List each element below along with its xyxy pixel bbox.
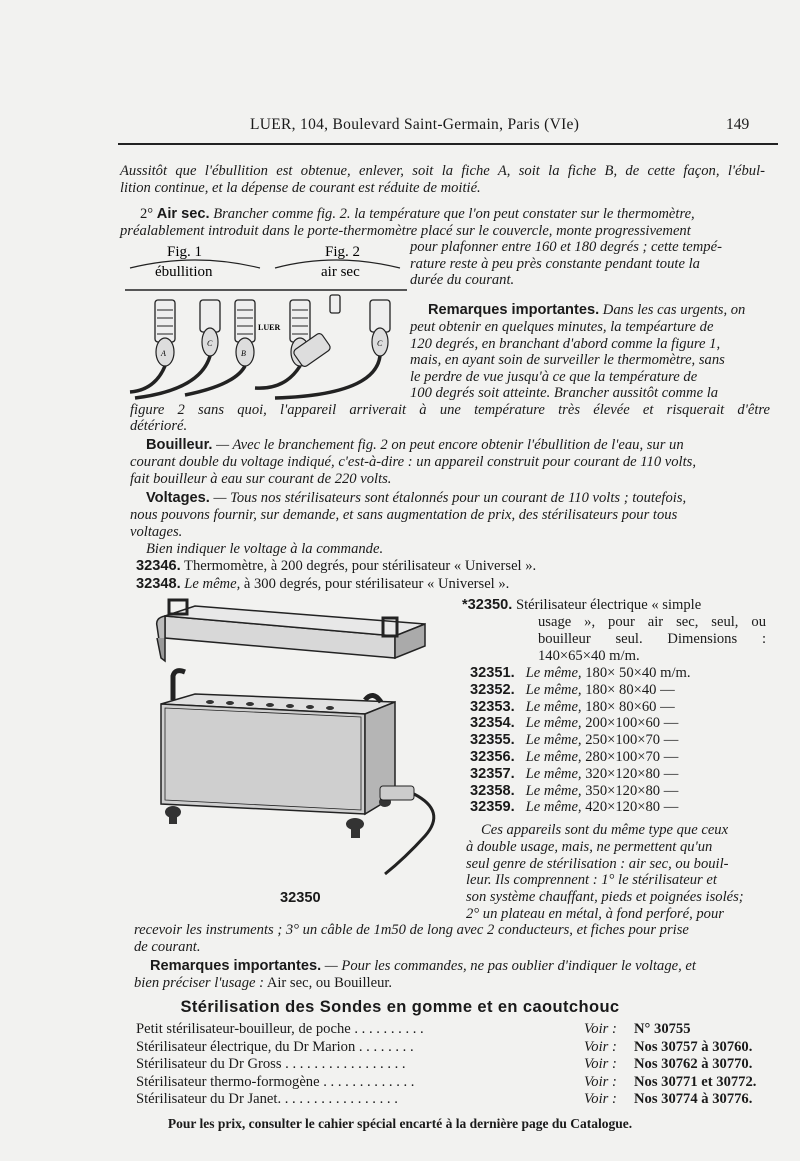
sondes-ref: Nos 30762 à 30770. — [634, 1056, 753, 1072]
catalog-suffix: — — [660, 698, 675, 715]
sondes-ref: Nos 30757 à 30760. — [634, 1038, 753, 1055]
sondes-voir: Voir : — [584, 1091, 617, 1107]
catalog-label: Le même, — [525, 698, 582, 715]
main-item-line-2: usage », pour air sec, seul, ou — [538, 614, 766, 630]
sondes-row — [136, 1056, 753, 1073]
main-item-line-3: bouilleur seul. Dimensions : — [538, 631, 766, 647]
fig1-label: Fig. 1 — [167, 244, 203, 260]
catalog-label: Le même, — [525, 681, 582, 698]
sondes-voir: Voir : — [584, 1056, 617, 1072]
catalog-number: 32351. — [470, 665, 515, 681]
page-number: 149 — [726, 116, 750, 133]
remarques2-line2-rest: Air sec, ou Bouilleur. — [263, 975, 393, 991]
remarques2-line-2 — [134, 975, 392, 992]
catalog-row — [470, 766, 755, 783]
catalog-number: 32354. — [470, 715, 515, 732]
remarques2-first — [150, 958, 696, 975]
sondes-voir: Voir : — [584, 1038, 617, 1055]
sondes-ref: Nos 30774 à 30776. — [634, 1091, 753, 1107]
remarques2-line2-it: bien préciser l'usage : — [134, 975, 264, 991]
catalog-row — [470, 715, 755, 732]
catalog-row — [470, 732, 755, 749]
bouilleur-first-rest: — Avec le branchement fig. 2 on peut encore obtenir l'ébullition de l'eau, sur un — [216, 437, 684, 453]
intro-line-1: Aussitôt que l'ébullition est obtenue, enlever, soit la fiche A, soit la fiche B, de cette façon, l'ébul- — [120, 163, 765, 179]
header-rule — [118, 143, 778, 145]
remarques1-side-3: mais, en ayant soin de surveiller le thermomètre, sans — [410, 352, 725, 368]
remarques1-side-4: le perdre de vue jusqu'à ce que la température de — [410, 369, 698, 385]
main-item-text-1: Stérilisateur électrique « simple — [515, 597, 702, 613]
catalog-row — [470, 749, 755, 766]
description-side-5: son système chauffant, pieds et poignées isolés; — [466, 889, 744, 905]
catalog-suffix: — — [663, 765, 679, 782]
intro-line-2: lition continue, et la dépense de courant est réduite de moitié. — [120, 180, 481, 196]
catalog-dims: 420×120×80 — [585, 799, 661, 816]
catalog-suffix: — — [663, 732, 679, 749]
thermometre-32348 — [136, 576, 509, 593]
air-sec-label: Air sec. — [156, 206, 210, 222]
remarques1-full-2: détérioré. — [130, 418, 188, 434]
sterilizer-illustration — [135, 596, 455, 878]
description-side-2: à double usage, mais, ne permettent qu'un — [466, 839, 713, 855]
thermometre-32346 — [136, 558, 536, 575]
catalog-row — [470, 783, 755, 800]
catalog-dims: 180× 50×40 — [585, 665, 657, 681]
catalog-dims: 320×120×80 — [585, 765, 661, 782]
catalog-row — [470, 665, 755, 682]
air-sec-line-1 — [140, 206, 695, 223]
sondes-label: Stérilisateur thermo-formogène . . . . . . . . . . . . . — [136, 1073, 415, 1090]
air-sec-side-1: pour plafonner entre 160 et 180 degrés ; cette tempé- — [410, 239, 722, 255]
catalog-suffix: m/m. — [660, 665, 691, 681]
main-item-line-4: 140×65×40 m/m. — [538, 648, 640, 664]
catalog-label: Le même, — [525, 799, 582, 816]
air-sec-side-3: durée du courant. — [410, 272, 515, 288]
sondes-label: Petit stérilisateur-bouilleur, de poche . . . . . . . . . . — [136, 1021, 424, 1037]
remarques1-side-5: 100 degrés soit atteinte. Brancher aussitôt comme la — [410, 385, 719, 401]
product-figure-caption: 32350 — [280, 890, 321, 906]
catalog-row — [470, 799, 755, 816]
catalog-suffix: — — [660, 681, 675, 698]
sondes-ref: Nos 30771 et 30772. — [634, 1073, 757, 1090]
main-item-line-1 — [462, 597, 701, 614]
item-text: Thermomètre, à 200 degrés, pour stérilisateur « Universel ». — [184, 558, 537, 574]
sondes-label: Stérilisateur du Dr Gross . . . . . . . . . . . . . . . . . — [136, 1056, 406, 1072]
plug-letter-a1: A — [161, 349, 166, 358]
air-sec-text: Brancher comme fig. 2. la température que l'on peut constater sur le thermomètre, — [213, 206, 695, 222]
catalog-suffix: — — [663, 799, 679, 816]
fig2-label: Fig. 2 — [325, 244, 361, 260]
catalog-label: Le même, — [525, 765, 582, 782]
sondes-row — [136, 1038, 753, 1056]
air-sec-side-2: rature reste à peu près constante pendant toute la — [410, 256, 700, 272]
catalog-row — [470, 682, 755, 699]
bouilleur-first — [146, 437, 684, 454]
catalog-number: 32355. — [470, 732, 515, 749]
catalog-dims: 280×100×70 — [585, 749, 661, 765]
catalog-row — [470, 699, 755, 716]
sondes-label: Stérilisateur du Dr Janet. . . . . . . . . . . . . . . . . — [136, 1091, 398, 1107]
plug-letter-b: B — [241, 349, 246, 358]
plug-brand: LUER — [258, 323, 281, 332]
catalog-dims: 180× 80×40 — [585, 681, 657, 698]
description-side-6: 2° un plateau en métal, à fond perforé, pour — [466, 906, 724, 922]
catalog-number: 32352. — [470, 681, 515, 698]
catalog-suffix: — — [663, 715, 679, 732]
voltages-line-1: nous pouvons fournir, sur demande, et sans augmentation de prix, des stérilisateurs pour tous — [130, 507, 678, 523]
catalog-label: Le même, — [525, 732, 582, 749]
voltages-note: Bien indiquer le voltage à la commande. — [146, 541, 384, 557]
catalog-label: Le même, — [525, 665, 582, 681]
catalog-label: Le même, — [525, 749, 582, 765]
item-number: 32346. — [136, 558, 181, 574]
footer-note: Pour les prix, consulter le cahier spécial encarté à la dernière page du Catalogue. — [167, 1116, 633, 1131]
plug-letter-c1: C — [207, 339, 213, 348]
catalog-number: 32356. — [470, 749, 515, 765]
description-full-2: de courant. — [134, 939, 201, 955]
catalog-dims: 180× 80×60 — [585, 698, 657, 715]
catalog-suffix: — — [663, 749, 679, 765]
catalog-number: 32358. — [470, 782, 515, 799]
bouilleur-line-1: courant double du voltage indiqué, c'est-à-dire : un appareil construit pour courant de 110 volts, — [130, 454, 696, 470]
running-title: LUER, 104, Boulevard Saint-Germain, Paris (VIe) — [250, 116, 580, 133]
remarques1-side-2: 120 degrés, en branchant d'abord comme la figure 1, — [410, 336, 721, 352]
catalog-dims: 350×120×80 — [585, 782, 661, 799]
sondes-voir: Voir : — [584, 1021, 617, 1037]
voltages-first — [146, 490, 686, 507]
description-side-3: seul genre de stérilisation : air sec, ou bouil- — [466, 856, 729, 872]
fig2-caption: air sec — [321, 264, 360, 280]
catalog-number: 32357. — [470, 765, 515, 782]
catalog-dims: 200×100×60 — [585, 715, 661, 732]
item-number: 32348. — [136, 576, 181, 592]
sondes-row — [136, 1021, 691, 1038]
remarques2-label: Remarques importantes. — [150, 958, 322, 974]
sondes-title: Stérilisation des Sondes en gomme et en caoutchouc — [180, 998, 620, 1016]
catalog-suffix: — — [663, 782, 679, 799]
description-side-1: Ces appareils sont du même type que ceux — [481, 822, 729, 838]
remarques2-first-rest: — Pour les commandes, ne pas oublier d'indiquer le voltage, et — [324, 958, 696, 974]
sondes-row — [136, 1073, 757, 1091]
description-side-4: leur. Ils comprennent : 1° le stérilisateur et — [466, 872, 717, 888]
remarques1-label: Remarques importantes. — [428, 302, 600, 318]
sondes-label: Stérilisateur électrique, du Dr Marion . . . . . . . . — [136, 1038, 414, 1055]
catalog-dims: 250×100×70 — [585, 732, 661, 749]
plug-connection-figure — [125, 240, 407, 402]
sondes-ref: N° 30755 — [634, 1021, 691, 1037]
voltages-first-rest: — Tous nos stérilisateurs sont étalonnés pour un courant de 110 volts ; toutefois, — [213, 490, 687, 506]
plug-letter-c2: C — [377, 339, 383, 348]
item-text: à 300 degrés, pour stérilisateur « Universel ». — [240, 576, 510, 592]
air-sec-num: 2° — [140, 206, 154, 222]
bouilleur-line-2: fait bouilleur à eau sur courant de 220 volts. — [130, 471, 392, 487]
sondes-row — [136, 1091, 753, 1108]
catalog-number: 32359. — [470, 799, 515, 816]
catalog-label: Le même, — [525, 715, 582, 732]
voltages-label: Voltages. — [146, 490, 210, 506]
remarques1-full-1: figure 2 sans quoi, l'appareil arriverait à une température très élevée et risquerait d'être — [130, 402, 770, 418]
sondes-voir: Voir : — [584, 1073, 617, 1090]
catalog-label: Le même, — [525, 782, 582, 799]
catalog-number: 32353. — [470, 698, 515, 715]
item-label: Le même, — [184, 576, 241, 592]
remarques1-first — [428, 302, 745, 319]
voltages-line-2: voltages. — [130, 524, 183, 540]
main-item-number: *32350. — [462, 597, 513, 613]
bouilleur-label: Bouilleur. — [146, 437, 213, 453]
air-sec-line-2: préalablement introduit dans le porte-thermomètre placé sur le couvercle, monte progressivement — [120, 223, 691, 239]
remarques1-first-rest: Dans les cas urgents, on — [602, 302, 746, 318]
description-full-1: recevoir les instruments ; 3° un câble de 1m50 de long avec 2 conducteurs, et fiches pour prise — [134, 922, 689, 938]
remarques1-side-1: peut obtenir en quelques minutes, la tempéarture de — [410, 319, 714, 335]
fig1-caption: ébullition — [155, 264, 213, 280]
